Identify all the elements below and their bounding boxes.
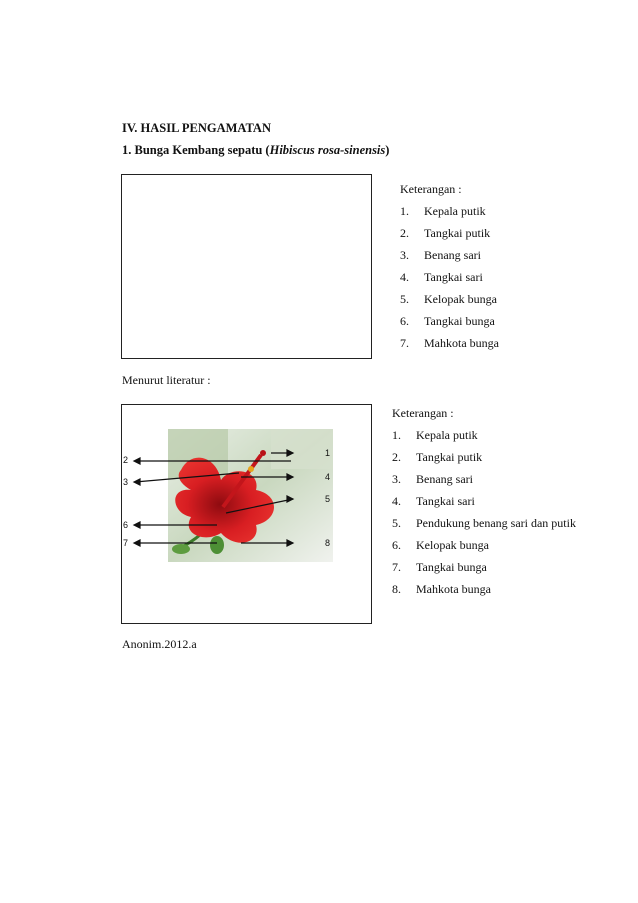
legend-item-number: 3. <box>400 248 409 262</box>
legend-item-label: Kepala putik <box>424 204 486 218</box>
legend-item-number: 1. <box>400 204 409 218</box>
legend-item <box>392 556 576 578</box>
legend-item <box>392 534 576 556</box>
figure-label-left: 6 <box>123 520 129 530</box>
legend-item <box>400 310 499 332</box>
legend-item-label: Kelopak bunga <box>424 292 497 306</box>
legend-item-label: Kelopak bunga <box>416 538 489 552</box>
legend-item-label: Tangkai bunga <box>424 314 495 328</box>
legend-item-number: 5. <box>400 292 409 306</box>
subheading-suffix: ) <box>385 143 390 157</box>
literature-legend <box>392 402 576 600</box>
legend-item-number: 7. <box>400 336 409 350</box>
legend-item-number: 2. <box>392 450 401 464</box>
flower-stigma <box>260 450 266 456</box>
photo-foliage-2 <box>271 429 333 469</box>
legend-item-label: Benang sari <box>416 472 473 486</box>
arrow-head <box>134 479 140 485</box>
legend-item <box>400 222 499 244</box>
section-heading: IV. HASIL PENGAMATAN <box>122 121 271 135</box>
legend-title: Keterangan : <box>392 406 454 420</box>
leaf-icon-2 <box>172 544 190 554</box>
legend-item-number: 3. <box>392 472 401 486</box>
figure-label-right: 4 <box>325 472 331 482</box>
legend-item-number: 1. <box>392 428 401 442</box>
legend-item-label: Tangkai sari <box>416 494 475 508</box>
legend-item <box>400 332 499 354</box>
figure-label-left: 3 <box>123 477 129 487</box>
arrow-head <box>134 540 140 546</box>
subheading-prefix: 1. Bunga Kembang sepatu ( <box>122 143 270 157</box>
legend-item-label: Tangkai sari <box>424 270 483 284</box>
literature-note: Menurut literatur : <box>122 373 211 387</box>
legend-item-label: Tangkai bunga <box>416 560 487 574</box>
figure-label-right: 8 <box>325 538 331 548</box>
legend-item-number: 5. <box>392 516 401 530</box>
legend-item-label: Mahkota bunga <box>416 582 491 596</box>
figure-label-left: 2 <box>123 455 129 465</box>
legend-item-number: 4. <box>392 494 401 508</box>
observation-image-box <box>121 174 372 359</box>
legend-item-number: 4. <box>400 270 409 284</box>
figure-label-right: 5 <box>325 494 331 504</box>
figure-label-right: 1 <box>325 448 331 458</box>
legend-item-label: Kepala putik <box>416 428 478 442</box>
legend-item-number: 6. <box>392 538 401 552</box>
legend-item-label: Tangkai putik <box>424 226 491 240</box>
leaf-icon <box>210 536 224 554</box>
legend-item <box>392 512 576 534</box>
legend-item <box>400 266 499 288</box>
legend-title: Keterangan : <box>400 182 462 196</box>
legend-item <box>392 490 576 512</box>
legend-item <box>392 578 576 600</box>
hibiscus-figure <box>121 425 336 565</box>
legend-item <box>392 446 576 468</box>
legend-item <box>392 468 576 490</box>
legend-item-label: Tangkai putik <box>416 450 483 464</box>
citation: Anonim.2012.a <box>122 637 197 651</box>
legend-item-number: 8. <box>392 582 401 596</box>
legend-item-number: 6. <box>400 314 409 328</box>
arrow-head <box>134 458 140 464</box>
legend-item <box>400 244 499 266</box>
observation-legend <box>400 178 499 354</box>
section-subheading <box>122 143 389 158</box>
figure-label-left: 7 <box>123 538 129 548</box>
legend-item-label: Mahkota bunga <box>424 336 499 350</box>
arrow-head <box>134 522 140 528</box>
flower-pollen <box>248 466 254 472</box>
legend-item <box>400 200 499 222</box>
legend-item <box>392 424 576 446</box>
species-name: Hibiscus rosa-sinensis <box>269 143 386 157</box>
legend-item <box>400 288 499 310</box>
legend-item-number: 7. <box>392 560 401 574</box>
legend-item-label: Benang sari <box>424 248 481 262</box>
legend-item-label: Pendukung benang sari dan putik <box>416 516 576 530</box>
legend-item-number: 2. <box>400 226 409 240</box>
